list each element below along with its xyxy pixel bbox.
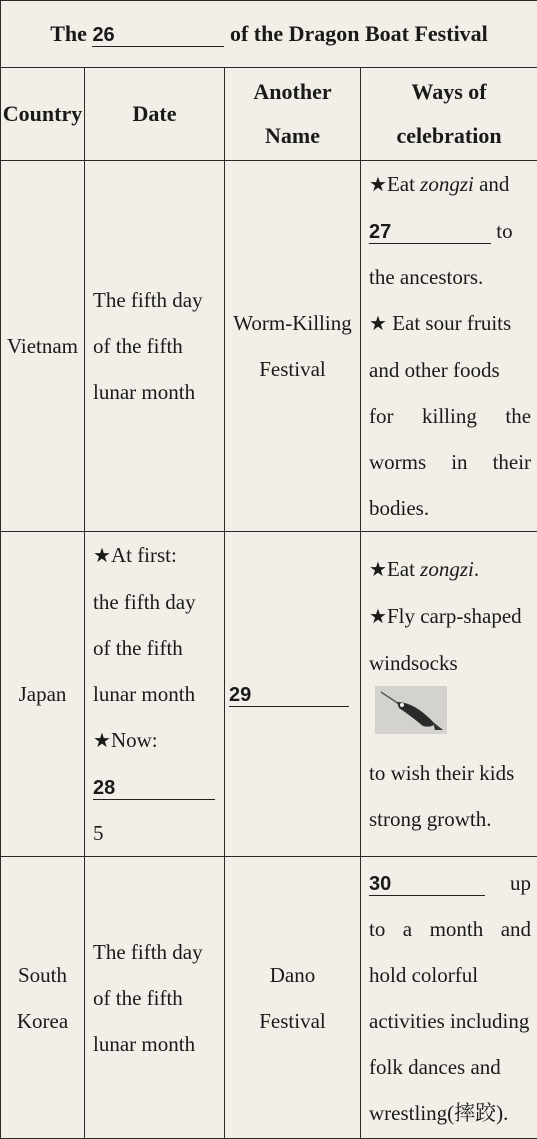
- header-ways: [361, 68, 537, 161]
- country-south-korea: South Korea: [1, 857, 85, 1139]
- header-ways-line1: Ways of: [361, 70, 537, 114]
- header-ways-line2: celebration: [361, 114, 537, 158]
- star-icon: ★: [93, 545, 111, 567]
- star-icon: ★: [369, 559, 387, 581]
- row-japan: [1, 532, 537, 857]
- table-title: [1, 1, 537, 68]
- another-name-japan: [225, 532, 361, 857]
- star-icon: ★: [369, 174, 387, 196]
- header-another-line1: Another: [225, 70, 360, 114]
- date-south-korea: The fifth day of the fifth lunar month: [85, 857, 225, 1139]
- header-country: Country: [1, 68, 85, 161]
- ways-japan: ★Eat zongzi. ★Fly carp-shaped windsocks to wish their kids strong growth.: [361, 532, 537, 857]
- header-date: Date: [85, 68, 225, 161]
- title-prefix: The: [50, 21, 87, 46]
- header-row: [1, 68, 537, 161]
- title-row: [1, 1, 537, 68]
- ways-vietnam: ★Eat zongzi and 27 to the ancestors. ★ Eat sour fruits and other foods for killing the worms in their bodies.: [361, 161, 537, 532]
- row-vietnam: [1, 161, 537, 532]
- carp-windsock-image: [375, 686, 447, 750]
- blank-28: 28: [93, 777, 215, 800]
- blank-26-number: 26: [92, 24, 114, 46]
- row-south-korea: [1, 857, 537, 1139]
- another-name-south-korea: Dano Festival: [225, 857, 361, 1139]
- header-another-line2: Name: [225, 114, 360, 158]
- ways-south-korea: 30 up to a month and hold colorful activities including folk dances and wrestling(摔跤).: [361, 857, 537, 1139]
- country-japan: Japan: [1, 532, 85, 857]
- blank-30: 30: [369, 873, 485, 896]
- country-vietnam: Vietnam: [1, 161, 85, 532]
- blank-27: 27: [369, 221, 491, 244]
- header-another-name: [225, 68, 361, 161]
- blank-29: 29: [229, 684, 349, 707]
- date-japan: ★At first: the fifth day of the fifth lunar month ★Now: 285: [85, 532, 225, 857]
- date-vietnam: The fifth day of the fifth lunar month: [85, 161, 225, 532]
- title-suffix: of the Dragon Boat Festival: [230, 21, 488, 46]
- blank-26: [92, 24, 224, 47]
- star-icon: ★: [369, 313, 387, 335]
- another-name-vietnam: Worm-Killing Festival: [225, 161, 361, 532]
- star-icon: ★: [369, 606, 387, 628]
- star-icon: ★: [93, 730, 111, 752]
